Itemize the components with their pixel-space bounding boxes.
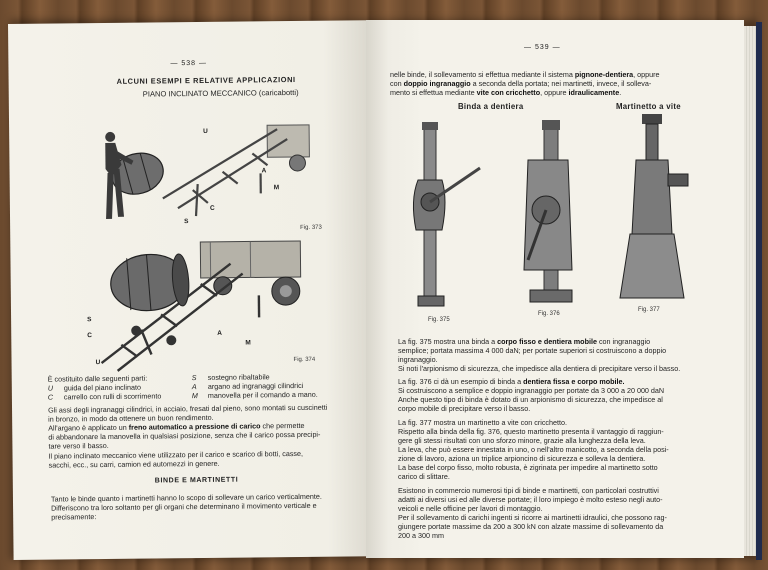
- fig376-line: La fig. 376 ci dà un esempio di binda a dentiera fissa e corpo mobile.: [398, 377, 625, 386]
- fig377-line: La leva, che può essere innestata in uno, o nell'altro manicotto, a seconda della posi-: [398, 445, 669, 454]
- part-letter: A: [191, 382, 197, 392]
- fig377-line: gere gli stessi risultati con uno sforzo minore, grazie alla lunghezza della leva.: [398, 436, 646, 445]
- page-subtitle: PIANO INCLINATO MECCANICO (caricabotti): [142, 87, 299, 99]
- part-text: carrello con rulli di scorrimento: [63, 391, 162, 402]
- fig375-line: ingranaggio.: [398, 355, 438, 364]
- paragraph-line: Il piano inclinato meccanico viene utilizzato per il carico e scarico di botti, casse,: [48, 448, 304, 461]
- closing-line: 200 a 300 mm: [398, 531, 444, 540]
- part-letter: S: [191, 373, 197, 383]
- fig-label: U: [203, 127, 208, 135]
- paragraph-line: Gli assi degli ingranaggi cilindrici, in acciaio, fresati dal pieno, sono montati su cuscinetti: [47, 402, 328, 415]
- fig377-line: La fig. 377 mostra un martinetto a vite con cricchetto.: [398, 418, 567, 427]
- figure-caption: Fig. 373: [300, 224, 322, 231]
- parts-intro: È costituito dalle seguenti parti:: [47, 373, 148, 384]
- intro-line: con doppio ingranaggio a seconda della portata; nei martinetti, invece, il solleva-: [390, 79, 652, 88]
- part-text: guida del piano inclinato: [63, 382, 141, 393]
- closing-line: veicoli e nelle officine per lavori di montaggio.: [398, 504, 543, 513]
- paragraph-line: precisamente:: [51, 512, 97, 522]
- fig375-line: Si noti l'arpionismo di sicurezza, che impedisce alla dentiera di precipitare verso il basso.: [398, 364, 681, 373]
- figure-caption: Fig. 374: [293, 356, 316, 364]
- page-number: — 539 —: [524, 44, 561, 51]
- paragraph-line: Tanto le binde quanto i martinetti hanno lo scopo di sollevare un carico verticalmente.: [50, 491, 322, 504]
- fig-label: A: [261, 167, 267, 175]
- part-letter: C: [47, 392, 54, 402]
- fig-label: U: [95, 359, 101, 367]
- fig375-line: semplice; portata massima 4 000 daN; per portate superiori si costruiscono a doppio: [398, 346, 667, 355]
- fig377-line: zione di lavoro, aziona un triplice arpioncino di sicurezza e solleva la dentiera.: [398, 454, 646, 463]
- fig376-line: Si costruiscono a semplice e doppio ingranaggio per portate da 3 000 a 20 000 daN: [398, 386, 665, 395]
- part-text: sostegno ribaltabile: [207, 372, 270, 382]
- closing-line: adatti ai diversi usi ed alle diverse portate; il loro impiego è molto esteso negli auto-: [398, 495, 663, 504]
- section-heading: BINDE E MARTINETTI: [154, 476, 239, 485]
- book-cover: [756, 22, 762, 560]
- page-number: — 538 —: [170, 59, 208, 68]
- part-text: manovella per il comando a mano.: [207, 389, 318, 400]
- paragraph-line: Differiscono tra loro soltanto per gli organi che determinano il movimento verticale e: [51, 500, 317, 513]
- figure-caption: Fig. 377: [638, 307, 660, 313]
- fig-label: S: [184, 218, 189, 226]
- fig-375-illustration: [408, 120, 488, 314]
- right-page: [366, 20, 744, 558]
- paragraph-line: sacchi, ecc., su carri, camion ed automezzi in genere.: [48, 458, 220, 470]
- fig-label: C: [209, 204, 215, 212]
- fig-label: C: [87, 332, 93, 340]
- fig-label: M: [245, 339, 251, 347]
- fig-376-illustration: [516, 120, 586, 310]
- intro-line: mento si effettua mediante vite con cricchetto, oppure idraulicamente.: [390, 88, 622, 97]
- left-page: [8, 20, 372, 560]
- paragraph-line: in bronzo, in modo da ottenere un buon rendimento.: [48, 412, 214, 424]
- fig-label: S: [87, 316, 92, 324]
- part-letter: U: [47, 383, 54, 393]
- heading-martinetto: Martinetto a vite: [616, 102, 681, 111]
- fig377-line: Rispetto alla binda della fig. 376, questo martinetto presenta il vantaggio di raggiun-: [398, 427, 664, 436]
- closing-line: giungere portate massime da 200 a 300 kN con alzate massime di sollevamento da: [398, 522, 664, 531]
- part-text: argano ad ingranaggi cilindrici: [207, 380, 304, 391]
- fig-373-illustration: [67, 97, 318, 230]
- intro-line: nelle binde, il sollevamento si effettua mediante il sistema pignone-dentiera, oppure: [390, 70, 660, 79]
- closing-line: Per il sollevamento di carichi ingenti si ricorre ai martinetti idraulici, che possono rag-: [398, 513, 667, 522]
- paragraph-line: tare verso il basso.: [48, 440, 109, 451]
- paragraph-line: All'argano è applicato un freno automatico a pressione di carico che permette: [48, 420, 305, 433]
- heading-binda: Binda a dentiera: [458, 102, 524, 111]
- fig-374-illustration: [80, 233, 321, 376]
- fig377-line: carico di slittare.: [398, 472, 450, 481]
- fig375-line: La fig. 375 mostra una binda a corpo fisso e dentiera mobile con ingranaggio: [398, 337, 651, 346]
- fig376-line: corpo mobile di precipitare verso il basso.: [398, 404, 531, 413]
- closing-line: Esistono in commercio numerosi tipi di binde e martinetti, con particolari costruttivi: [398, 486, 659, 495]
- page-title: ALCUNI ESEMPI E RELATIVE APPLICAZIONI: [116, 74, 296, 86]
- figure-caption: Fig. 376: [538, 311, 560, 317]
- fig-label: M: [273, 184, 280, 192]
- fig-label: A: [217, 329, 222, 337]
- paragraph-line: di abbandonare la manovella in qualsiasi posizione, senza che il carico possa precipi-: [48, 429, 321, 442]
- fig-377-illustration: [616, 114, 696, 304]
- fig376-line: Anche questo tipo di binda è dotato di un arpionismo di sicurezza, che impedisce al: [398, 395, 663, 404]
- figure-caption: Fig. 375: [428, 317, 450, 323]
- fig377-line: La base del corpo fisso, molto robusta, è zigrinata per impedire al martinetto sotto: [398, 463, 658, 472]
- part-letter: M: [191, 391, 198, 401]
